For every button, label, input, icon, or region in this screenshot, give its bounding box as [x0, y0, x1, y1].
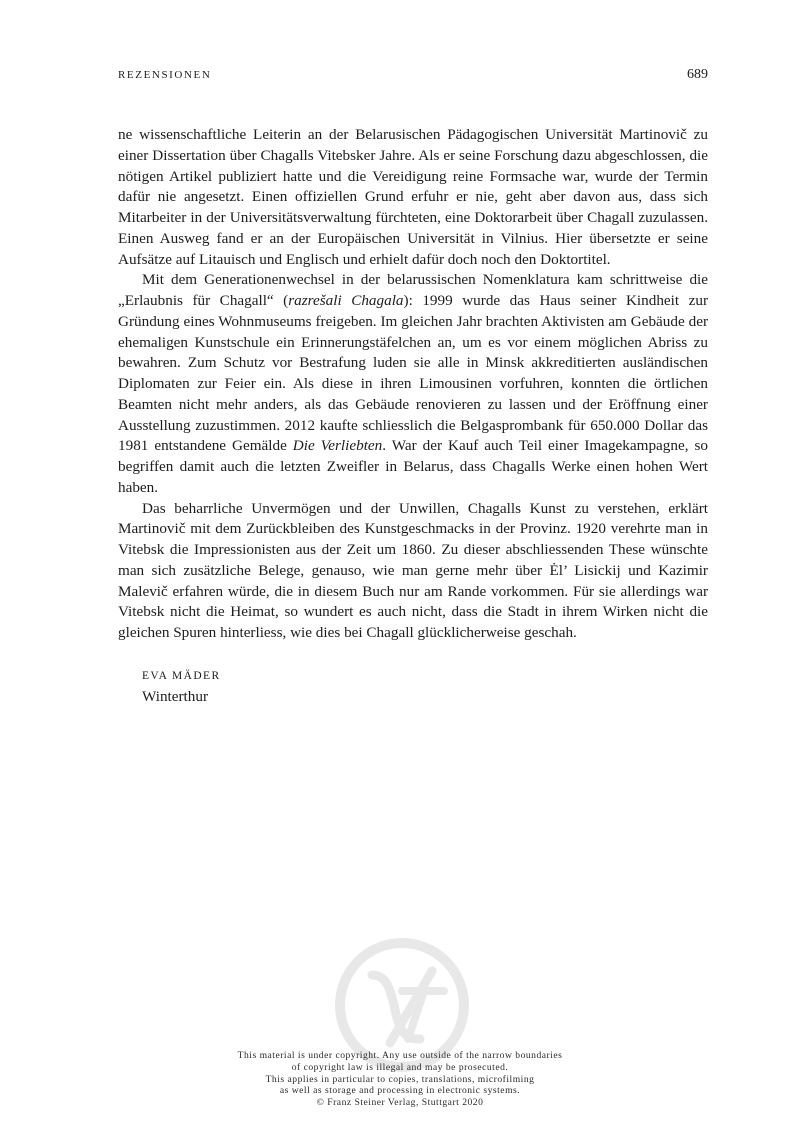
paragraph-2-text-c: . War der Kauf auch Teil einer Imagekampagne, so begriffen damit auch die letzten Zweifler in Belarus, dass Chagalls Werke einen hohen Wert haben. [118, 437, 708, 496]
reviewer-place: Winterthur [142, 688, 209, 705]
reviewer-name: EVA MÄDER [142, 670, 221, 682]
copyright-line: This applies in particular to copies, translations, microfilming [265, 1073, 535, 1085]
running-title: REZENSIONEN [118, 69, 212, 81]
copyright-line: as well as storage and processing in electronic systems. [279, 1085, 521, 1097]
copyright-line: This material is under copyright. Any use outside of the narrow boundaries [237, 1050, 563, 1061]
paragraph-2-italic-term: razrešali Chagala [288, 292, 404, 309]
paragraph-2-painting-title: Die Verliebten [292, 437, 383, 455]
copyright-line: of copyright law is illegal and may be prosecuted. [291, 1061, 509, 1073]
review-signature [142, 666, 221, 708]
paragraph-2 [118, 270, 708, 498]
running-header [118, 67, 708, 85]
paragraph-3: Das beharrliche Unvermögen und der Unwillen, Chagalls Kunst zu verstehen, erklärt Martinovič mit dem Zurückbleiben des Kunstgeschmacks in der Provinz. 1920 verehrte man in Vitebsk die Impressionisten aus der Zeit um 1860. Zu dieser abschliessenden These wünschte man sich zusätzliche Belege, genauso, wie man gerne mehr über Ėl’ Lisickij und Kazimir Malevič erfahren würde, die in diesem Buch nur am Rande vorkommen. Für sie allerdings war Vitebsk nicht die Heimat, so wundert es auch nicht, dass die Stadt in ihrem Wirken nicht die gleichen Spuren hinterliess, wie dies bei Chagall glücklicherweise geschah. [118, 499, 708, 641]
copyright-notice [150, 1050, 650, 1109]
page-number: 689 [687, 67, 708, 82]
copyright-line: © Franz Steiner Verlag, Stuttgart 2020 [316, 1097, 484, 1109]
paragraph-2-text-a: Mit dem Generationenwechsel in der belarussischen Nomenklatura kam schrittweise die „Erlaubnis für Chagall“ ( [118, 271, 708, 309]
paragraph-1: ne wissenschaftliche Leiterin an der Belarusischen Pädagogischen Universität Martinovič zu einer Dissertation über Chagalls Vitebsker Jahre. Als er seine Forschung dazu abgeschlossen, die nötigen Artikel publiziert hatte und die Vereidigung reine Formsache war, wurde der Termin dafür nie angesetzt. Einen offiziellen Grund erfuhr er nie, geht aber davon aus, dass sich Mitarbeiter in der Universitätsverwaltung fürchteten, eine Doktorarbeit über Chagall zuzulassen. Einen Ausweg fand er an der Europäischen Universität in Vilnius. Hier übersetzte er seine Aufsätze auf Litauisch und Englisch und erhielt dafür doch noch den Doktortitel. [118, 126, 708, 268]
paragraph-2-text-b: ): 1999 wurde das Haus seiner Kindheit zur Gründung eines Wohnmuseums freigeben. Im gleichen Jahr brachten Aktivisten am Gebäude der ehemaligen Kunstschule ein Erinnerungstäfelchen an, um es vor einem möglichen Abriss zu bewahren. Zum Schutz vor Bestrafung luden sie alle in Minsk akkreditierten ausländischen Diplomaten zur Feier ein. Als diese in ihren Limousinen vorfuhren, konnten die örtlichen Beamten nicht mehr anders, als das Gebäude renovieren zu lassen und der Eröffnung einer Ausstellung zuzustimmen. 2012 kaufte schliesslich die Belgasprombank für 650.000 Dollar das 1981 entstandene Gemälde [118, 292, 708, 455]
review-body [118, 125, 708, 644]
